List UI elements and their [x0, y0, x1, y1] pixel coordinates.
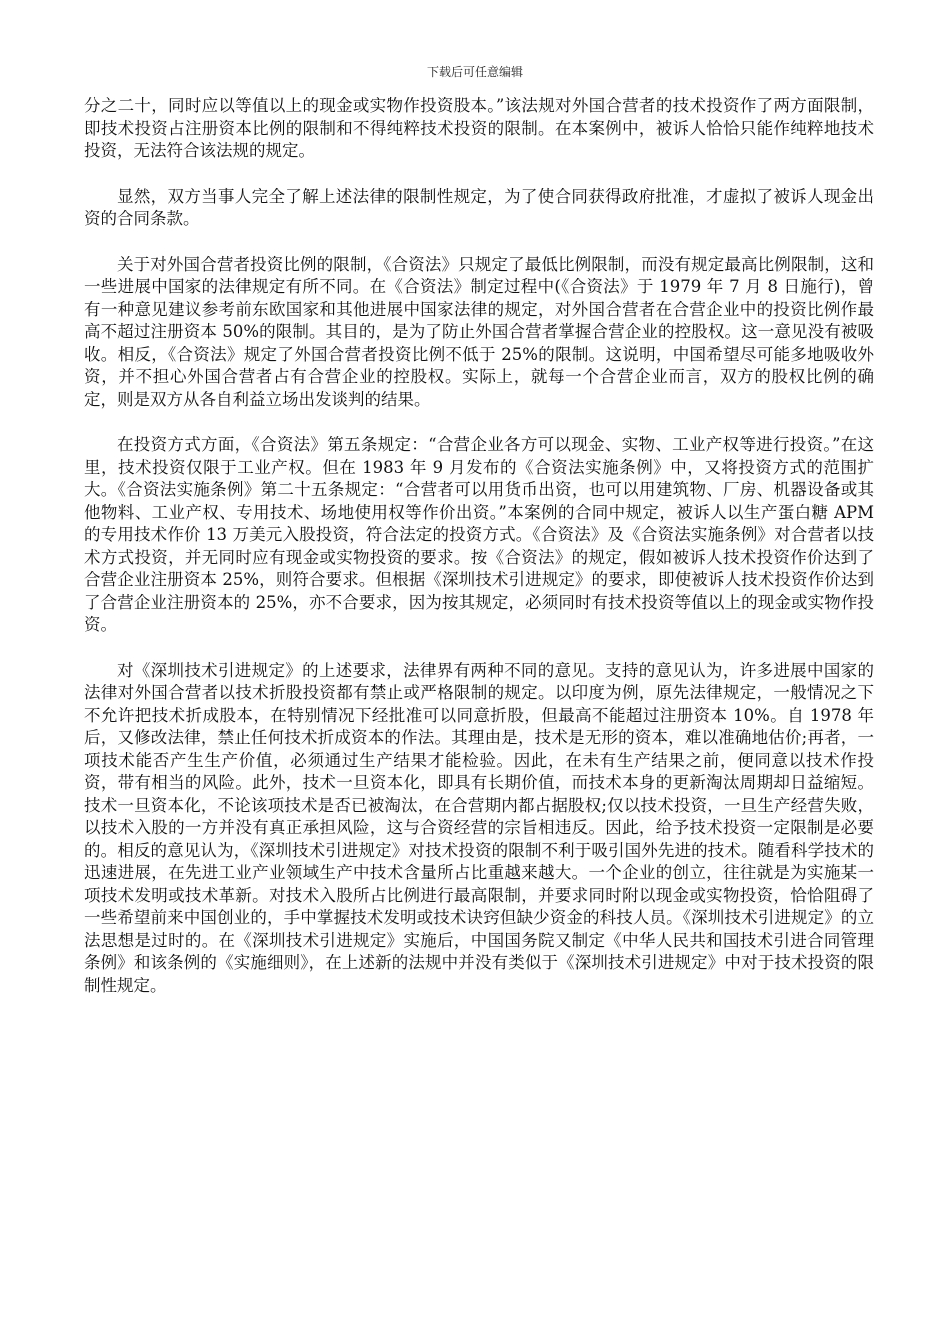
paragraph-3: 关于对外国合营者投资比例的限制，《合资法》只规定了最低比例限制，而没有规定最高比例限制，这和一些进展中国家的法律规定有所不同。在《合资法》制定过程中(《合资法》于 1979 年 7 月 8 日施行)，曾有一种意见建议参考前东欧国家和其他进展中国家法律的规定，对外国合营者在合营企业中的投资比例作最高不超过注册资本 50%的限制。其目的，是为了防止外国合营者掌握合营企业的控股权。这一意见没有被吸收。相反，《合资法》规定了外国合营者投资比例不低于 25%的限制。这说明，中国希望尽可能多地吸收外资，并不担心外国合营者占有合营企业的控股权。实际上，就每一个合营企业而言，双方的股权比例的确定，则是双方从各自利益立场出发谈判的结果。	[84, 254, 874, 409]
paragraph-4: 在投资方式方面，《合资法》第五条规定：“合营企业各方可以现金、实物、工业产权等进行投资。”在这里，技术投资仅限于工业产权。但在 1983 年 9 月发布的《合资法实施条例》中，又将投资方式的范围扩大。《合资法实施条例》第二十五条规定：“合营者可以用货币出资，也可以用建筑物、厂房、机器设备或其他物料、工业产权、专用技术、场地使用权等作价出资。”本案例的合同中规定，被诉人以生产蛋白糖 APM 的专用技术作价 13 万美元入股投资，符合法定的投资方式。《合资法》及《合资法实施条例》对合营者以技术方式投资，并无同时应有现金或实物投资的要求。按《合资法》的规定，假如被诉人技术投资作价达到了合营企业注册资本 25%，则符合要求。但根据《深圳技术引进规定》的要求，即使被诉人技术投资作价达到了合营企业注册资本的 25%，亦不合要求，因为按其规定，必须同时有技术投资等值以上的现金或实物作投资。	[84, 435, 874, 634]
paragraph-5: 对《深圳技术引进规定》的上述要求，法律界有两种不同的意见。支持的意见认为，许多进展中国家的法律对外国合营者以技术折股投资都有禁止或严格限制的规定。以印度为例，原先法律规定，一般情况之下不允许把技术折成股本，在特别情况下经批准可以同意折股，但最高不能超过注册资本 10%。自 1978 年后，又修改法律，禁止任何技术折成资本的作法。其理由是，技术是无形的资本，难以准确地估价;再者，一项技术能否产生生产价值，必须通过生产结果才能检验。因此，在未有生产结果之前，便同意以技术作投资，带有相当的风险。此外，技术一旦资本化，即具有长期价值，而技术本身的更新淘汰周期却日益缩短。技术一旦资本化，不论该项技术是否已被淘汰，在合营期内都占据股权;仅以技术投资，一旦生产经营失败，以技术入股的一方并没有真正承担风险，这与合资经营的宗旨相违反。因此，给予技术投资一定限制是必要的。相反的意见认为，《深圳技术引进规定》对技术投资的限制不利于吸引国外先进的技术。随看科学技术的迅速进展，在先进工业产业领域生产中技术含量所占比重越来越大。一个企业的创立，往往就是为实施某一项技术发明或技术革新。对技术入股所占比例进行最高限制，并要求同时附以现金或实物投资，恰恰阻碍了一些希望前来中国创业的，手中掌握技术发明或技术诀窍但缺少资金的科技人员。《深圳技术引进规定》的立法思想是过时的。在《深圳技术引进规定》实施后，中国国务院又制定《中华人民共和国技术引进合同管理条例》和该条例的《实施细则》，在上述新的法规中并没有类似于《深圳技术引进规定》中对于技术投资的限制性规定。	[84, 660, 874, 995]
document-body	[84, 95, 874, 1020]
paragraph-2: 显然，双方当事人完全了解上述法律的限制性规定，为了使合同获得政府批准，才虚拟了被诉人现金出资的合同条款。	[84, 186, 874, 228]
paragraph-1: 分之二十，同时应以等值以上的现金或实物作投资股本。”该法规对外国合营者的技术投资作了两方面限制，即技术投资占注册资本比例的限制和不得纯粹技术投资的限制。在本案例中，被诉人恰恰只能作纯粹地技术投资，无法符合该法规的规定。	[84, 96, 874, 160]
page-header: 下载后可任意编辑	[426, 65, 523, 79]
